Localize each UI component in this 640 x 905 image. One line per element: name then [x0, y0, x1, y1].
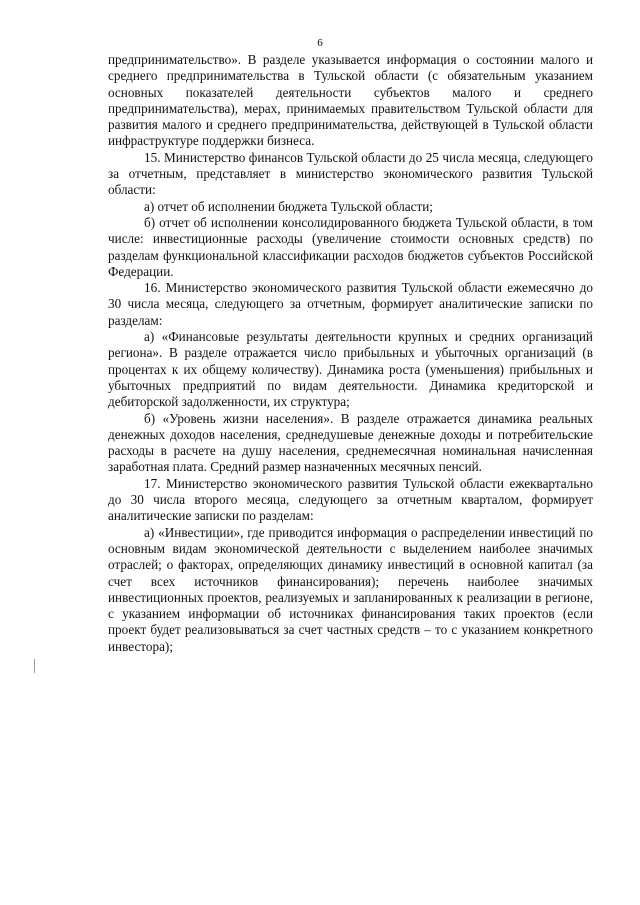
paragraph-item-17a: а) «Инвестиции», где приводится информация о распределении инвестиций по основным видам экономической деятельности с выделением наиболее значимых отраслей; о факторах, определяющих динамику инвестиций в основной капитал (за счет всех источников финансирования); перечень наиболее значимых инвестиционных проектов, реализуемых и запланированных к реализации в регионе, с указанием информации об источниках финансирования таких проектов (если проект будет реализовываться за счет частных средств – то с указанием конкретного инвестора);: [108, 524, 593, 654]
page-number: 6: [317, 37, 323, 49]
paragraph-item-15b: б) отчет об исполнении консолидированного бюджета Тульской области, в том числе: инвестиционные расходы (увеличение стоимости основных средств) по разделам функциональной классификации расходов бюджетов субъектов Российской Федерации.: [108, 214, 593, 279]
body-text: [108, 52, 593, 655]
paragraph-item-17: 17. Министерство экономического развития Тульской области ежеквартально до 30 числа второго месяца, следующего за отчетным кварталом, формирует аналитические записки по разделам:: [108, 475, 593, 524]
paragraph-item-16a: а) «Финансовые результаты деятельности крупных и средних организаций региона». В разделе отражается число прибыльных и убыточных организаций (в процентах к их общему количеству). Динамика роста (уменьшения) прибыльных и убыточных предприятий по видам деятельности. Динамика кредиторской и дебиторской задолженности, их структура;: [108, 329, 593, 410]
margin-mark: [34, 659, 35, 673]
paragraph-item-16: 16. Министерство экономического развития Тульской области ежемесячно до 30 числа месяца, следующего за отчетным, формирует аналитические записки по разделам:: [108, 280, 593, 328]
paragraph-item-15a: а) отчет об исполнении бюджета Тульской области;: [144, 198, 433, 214]
paragraph-item-16b: б) «Уровень жизни населения». В разделе отражается динамика реальных денежных доходов населения, среднедушевые денежные доходы и потребительские расходы в расчете на душу населения, среднемесячная номинальная начисленная заработная плата. Средний размер назначенных месячных пенсий.: [108, 410, 593, 475]
paragraph-continuation: предпринимательство». В разделе указывается информация о состоянии малого и среднего предпринимательства в Тульской области (с обязательным указанием основных показателей деятельности субъектов малого и среднего предпринимательства), мерах, принимаемых правительством Тульской области для развития малого и среднего предпринимательства, действующей в Тульской области инфраструктуре поддержки бизнеса.: [108, 52, 593, 149]
paragraph-item-15: 15. Министерство финансов Тульской области до 25 числа месяца, следующего за отчетным, представляет в министерство экономического развития Тульской области:: [108, 149, 593, 198]
